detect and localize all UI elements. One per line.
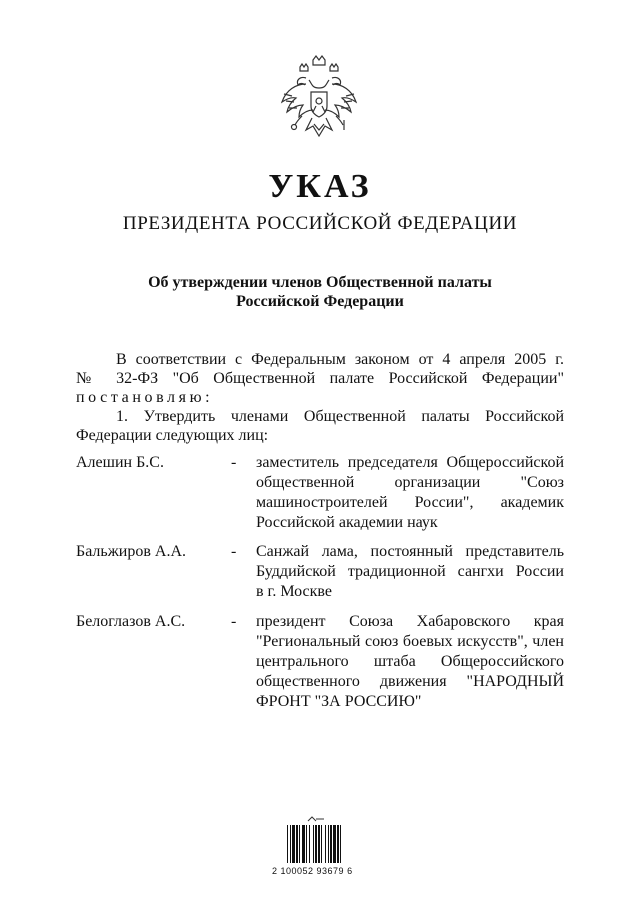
member-desc-line: Санжай лама, постоянный представитель — [256, 543, 564, 560]
clause-1-line-2: Федерации следующих лиц: — [76, 427, 269, 444]
document-subtitle: ПРЕЗИДЕНТА РОССИЙСКОЙ ФЕДЕРАЦИИ — [122, 213, 518, 234]
coat-of-arms-icon — [276, 54, 362, 144]
preamble-line-3: постановляю: — [76, 389, 214, 406]
member-dash: - — [231, 454, 237, 471]
decree-body — [76, 350, 564, 445]
barcode-number: 2 100052 93679 6 — [272, 866, 353, 876]
member-description — [256, 542, 564, 602]
member-name: Бальжиров А.А. — [76, 543, 186, 560]
preamble-line-1: В соответствии с Федеральным законом от 4 апреля 2005 г. — [116, 351, 564, 368]
member-desc-line: в г. Москве — [256, 583, 332, 600]
barcode-icon — [286, 813, 358, 863]
member-description — [256, 612, 564, 712]
member-desc-line: президент Союза Хабаровского края — [256, 613, 564, 630]
member-name: Белоглазов А.С. — [76, 613, 186, 630]
member-desc-line: общественного движения "НАРОДНЫЙ — [256, 673, 564, 690]
member-description — [256, 453, 564, 533]
member-desc-line: Буддийской традиционной сангхи России — [256, 563, 564, 580]
member-desc-line: центрального штаба Общероссийского — [256, 653, 564, 670]
member-dash: - — [231, 543, 237, 560]
heading-line-1: Об утверждении членов Общественной палаты — [148, 274, 492, 291]
heading-line-2: Российской Федерации — [236, 293, 404, 310]
member-desc-line: заместитель председателя Общероссийской — [256, 454, 564, 471]
decree-heading — [0, 273, 640, 311]
document-title: УКАЗ — [268, 168, 372, 205]
member-name: Алешин Б.С. — [76, 454, 164, 471]
member-dash: - — [231, 613, 237, 630]
member-desc-line: общественной организации "Союз — [256, 474, 564, 491]
member-desc-line: "Региональный союз боевых искусств", член — [256, 633, 564, 650]
member-desc-line: машиностроителей России", академик — [256, 494, 564, 511]
preamble-line-2: № 32-ФЗ "Об Общественной палате Российской Федерации" — [76, 370, 564, 387]
member-desc-line: ФРОНТ "ЗА РОССИЮ" — [256, 693, 422, 710]
clause-1-line-1: 1. Утвердить членами Общественной палаты Российской — [116, 408, 564, 425]
member-desc-line: Российской академии наук — [256, 514, 438, 531]
